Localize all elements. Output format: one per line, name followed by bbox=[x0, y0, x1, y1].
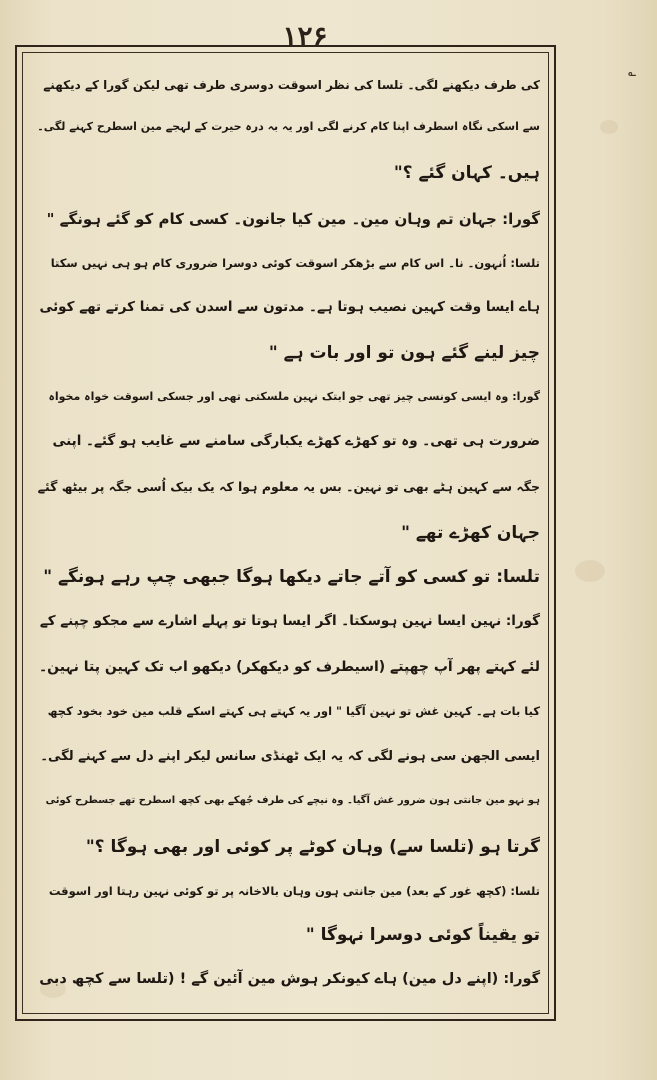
text-line-8: گورا: وہ ایسی کونسی چیز تھی جو ابتک نہین ملسکتی تھی اور جسکی اسوقت خواہ مخواہ bbox=[48, 390, 540, 403]
text-line-14: لئے کہتے پھر آپ چھپتے (اسیطرف کو دیکھکر) دیکھو اب تک کہین پتا نہین۔ bbox=[38, 659, 540, 675]
text-line-18: گرتا ہو (تلسا سے) وہان کوٹے پر کوئی اور بھی ہوگا ؟" bbox=[85, 837, 540, 857]
text-line-12: تلسا: تو کسی کو آتے جاتے دیکھا ہوگا جبھی چپ رہے ہونگے " bbox=[43, 567, 540, 587]
text-line-10: جگہ سے کہین ہٹے بھی تو نہین۔ بس یہ معلوم ہوا کہ یک بیک اُسی جگہ پر بیٹھ گئے bbox=[37, 479, 540, 494]
text-line-13: گورا: نہین ایسا نہین ہوسکتا۔ اگر ایسا ہوتا تو پہلے اشارے سے مجکو چپنے کے bbox=[39, 613, 540, 629]
text-line-9: ضرورت ہی تھی۔ وہ تو کھڑے کھڑے یکبارگی سامنے سے غایب ہو گئے۔ اپنی bbox=[52, 433, 540, 449]
text-line-11: جہان کھڑے تھے " bbox=[401, 523, 540, 543]
text-line-2: سے اسکی نگاہ اسطرف اپنا کام کرنے لگی اور یہ بہ درہ حیرت کے لہجے مین اسطرح کہنے لگی۔ bbox=[37, 120, 540, 133]
text-line-4: گورا: جہان تم وہان مین۔ مین کیا جانون۔ کسی کام کو گئے ہونگے " bbox=[46, 210, 540, 228]
text-line-21: گورا: (اپنے دل مین) ہاے کیونکر ہوش مین آئین گے ! (تلسا سے کچھ دبی bbox=[39, 971, 540, 987]
margin-mark: ؎ bbox=[628, 64, 637, 80]
text-line-7: چیز لینے گئے ہون تو اور بات ہے " bbox=[268, 343, 540, 363]
text-line-15: کیا بات ہے۔ کہین غش تو نہین آگیا " اور یہ کہتے ہی کہتے اسکے قلب مین خود بخود کچھ bbox=[47, 704, 540, 718]
text-line-3: ہیں۔ کہان گئے ؟" bbox=[393, 163, 540, 183]
text-line-5: تلسا: اُنہون۔ نا۔ اس کام سے بڑھکر اسوقت کوئی دوسرا ضروری کام ہو ہی نہیں سکتا bbox=[50, 256, 540, 270]
text-line-16: ایسی الجھن سی ہونے لگی کہ یہ ایک ٹھنڈی سانس لیکر اپنے دل سے کہنے لگی۔ bbox=[40, 749, 540, 764]
text-line-6: ہاے ایسا وقت کہین نصیب ہوتا ہے۔ مدتون سے اسدن کی تمنا کرتے تھے کوئی bbox=[39, 299, 540, 315]
page-number: ۱۲۶ bbox=[282, 20, 328, 53]
text-line-17: ہو نہو مین جانتی ہون ضرور غش آگیا۔ وہ نیچے کی طرف جُھکے بھی کچھ اسطرح تھے جسطرح کوئی bbox=[45, 795, 540, 806]
text-line-1: کی طرف دیکھنے لگی۔ تلسا کی نظر اسوقت دوسری طرف تھی لیکن گورا کے دیکھنے bbox=[43, 78, 540, 92]
text-line-20: تو یقیناً کوئی دوسرا نہوگا " bbox=[305, 925, 540, 945]
page-text bbox=[30, 62, 540, 1012]
text-line-19: تلسا: (کچھ غور کے بعد) مین جانتی ہون وہان بالاخانہ پر تو کوئی نہین رہتا اور اسوقت bbox=[48, 884, 540, 898]
